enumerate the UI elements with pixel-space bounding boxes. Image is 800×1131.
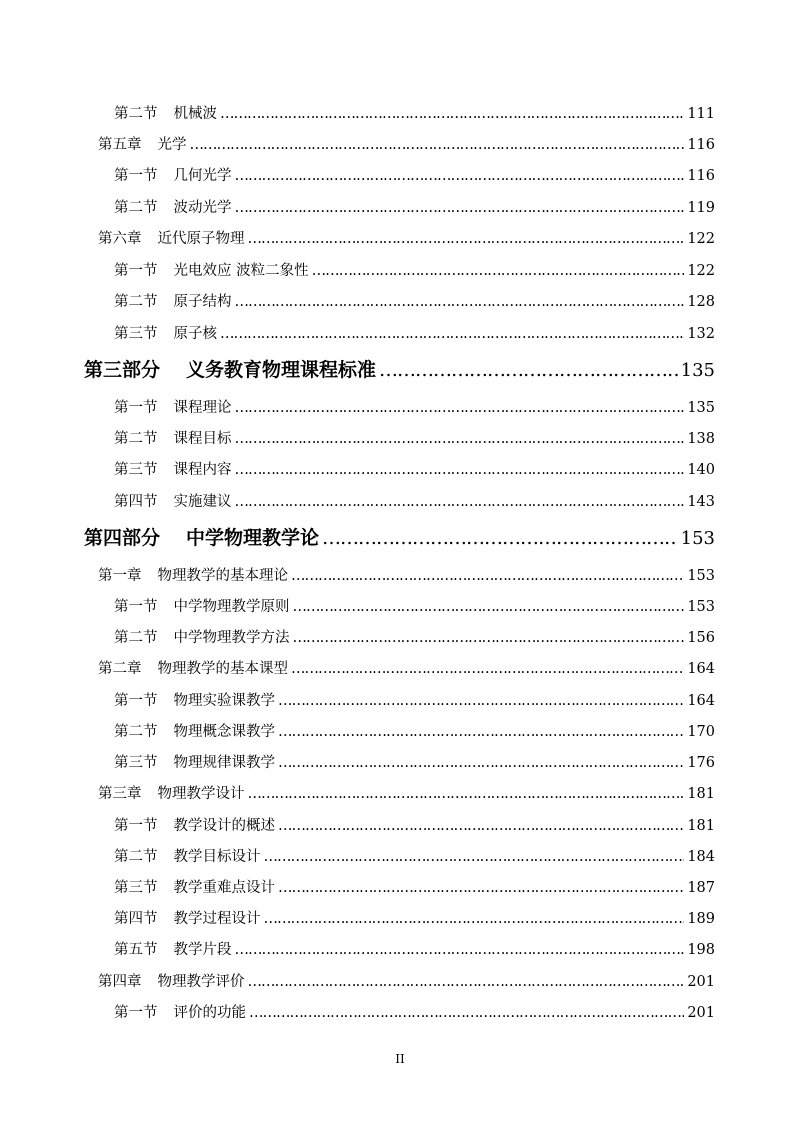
entry-page: 128 bbox=[687, 294, 715, 310]
entry-title: 中学物理教学论 bbox=[186, 527, 320, 549]
toc-entry[interactable] bbox=[114, 322, 715, 343]
toc-entry[interactable] bbox=[98, 564, 715, 585]
entry-title: 物理概念课教学 bbox=[173, 724, 275, 740]
entry-page: 143 bbox=[687, 494, 715, 510]
entry-page: 132 bbox=[687, 326, 715, 342]
toc-entry[interactable] bbox=[114, 290, 715, 311]
dot-leader bbox=[235, 942, 685, 958]
toc-entry[interactable] bbox=[114, 427, 715, 448]
entry-title: 中学物理教学方法 bbox=[173, 630, 290, 646]
entry-title: 物理教学设计 bbox=[157, 786, 245, 802]
page-number: II bbox=[395, 1052, 405, 1066]
entry-title: 光电效应 波粒二象性 bbox=[173, 263, 309, 279]
toc-entry[interactable] bbox=[114, 595, 715, 616]
entry-page: 164 bbox=[687, 661, 715, 677]
entry-page: 189 bbox=[687, 911, 715, 927]
entry-title: 教学目标设计 bbox=[173, 849, 261, 865]
entry-title: 物理教学的基本理论 bbox=[157, 568, 288, 584]
toc-entry[interactable] bbox=[98, 133, 715, 154]
entry-number: 第三节 bbox=[114, 880, 158, 896]
dot-leader bbox=[248, 231, 685, 247]
toc-entry[interactable] bbox=[98, 227, 715, 248]
entry-number: 第六章 bbox=[98, 231, 142, 247]
entry-number: 第二节 bbox=[114, 431, 158, 447]
toc-entry[interactable] bbox=[98, 657, 715, 678]
dot-leader bbox=[278, 818, 684, 834]
dot-leader bbox=[278, 724, 684, 740]
entry-page: 153 bbox=[687, 568, 715, 584]
entry-page: 119 bbox=[687, 200, 715, 216]
toc-entry[interactable] bbox=[114, 720, 715, 741]
entry-page: 153 bbox=[687, 599, 715, 615]
entry-page: 122 bbox=[687, 263, 715, 279]
entry-number: 第一节 bbox=[114, 599, 158, 615]
dot-leader bbox=[278, 880, 684, 896]
dot-leader bbox=[293, 630, 685, 646]
dot-leader bbox=[379, 359, 678, 381]
toc-entry[interactable] bbox=[114, 876, 715, 897]
entry-page: 198 bbox=[687, 942, 715, 958]
entry-page: 181 bbox=[687, 786, 715, 802]
entry-number: 第一节 bbox=[114, 818, 158, 834]
dot-leader bbox=[220, 326, 684, 342]
entry-title: 课程内容 bbox=[173, 462, 232, 478]
entry-title: 原子结构 bbox=[173, 294, 232, 310]
dot-leader bbox=[291, 661, 684, 677]
entry-number: 第一节 bbox=[114, 693, 158, 709]
entry-number: 第二节 bbox=[114, 630, 158, 646]
entry-title: 物理教学评价 bbox=[157, 974, 245, 990]
entry-number: 第一节 bbox=[114, 168, 158, 184]
toc-entry[interactable] bbox=[114, 938, 715, 959]
entry-number: 第二节 bbox=[114, 106, 158, 122]
dot-leader bbox=[235, 400, 685, 416]
dot-leader bbox=[291, 568, 684, 584]
dot-leader bbox=[190, 137, 685, 153]
dot-leader bbox=[235, 494, 685, 510]
entry-title: 课程目标 bbox=[173, 431, 232, 447]
entry-page: 201 bbox=[687, 974, 715, 990]
entry-number: 第一节 bbox=[114, 400, 158, 416]
entry-number: 第四部分 bbox=[84, 527, 161, 549]
entry-number: 第二节 bbox=[114, 849, 158, 865]
dot-leader bbox=[248, 786, 685, 802]
entry-page: 181 bbox=[687, 818, 715, 834]
entry-title: 近代原子物理 bbox=[157, 231, 245, 247]
entry-page: 153 bbox=[680, 528, 715, 549]
entry-title: 教学设计的概述 bbox=[173, 818, 275, 834]
toc-entry[interactable] bbox=[98, 782, 715, 803]
entry-page: 111 bbox=[687, 106, 715, 122]
entry-page: 122 bbox=[687, 231, 715, 247]
entry-number: 第二节 bbox=[114, 294, 158, 310]
toc-entry[interactable] bbox=[114, 626, 715, 647]
entry-number: 第五章 bbox=[98, 137, 142, 153]
entry-number: 第一章 bbox=[98, 568, 142, 584]
entry-number: 第二节 bbox=[114, 200, 158, 216]
entry-title: 中学物理教学原则 bbox=[173, 599, 290, 615]
entry-page: 187 bbox=[687, 880, 715, 896]
dot-leader bbox=[235, 168, 685, 184]
dot-leader bbox=[249, 1005, 684, 1021]
toc-entry[interactable] bbox=[98, 970, 715, 991]
dot-leader bbox=[293, 599, 685, 615]
entry-page: 135 bbox=[687, 400, 715, 416]
entry-number: 第一节 bbox=[114, 263, 158, 279]
entry-title: 课程理论 bbox=[173, 400, 232, 416]
entry-number: 第二节 bbox=[114, 724, 158, 740]
entry-page: 156 bbox=[687, 630, 715, 646]
toc-entry[interactable] bbox=[114, 751, 715, 772]
entry-title: 几何光学 bbox=[173, 168, 232, 184]
entry-title: 教学片段 bbox=[173, 942, 232, 958]
entry-page: 184 bbox=[687, 849, 715, 865]
entry-title: 评价的功能 bbox=[173, 1005, 246, 1021]
dot-leader bbox=[235, 200, 685, 216]
entry-title: 波动光学 bbox=[173, 200, 232, 216]
toc-part-heading[interactable] bbox=[84, 523, 715, 550]
entry-page: 176 bbox=[687, 755, 715, 771]
entry-number: 第一节 bbox=[114, 1005, 158, 1021]
dot-leader bbox=[220, 106, 684, 122]
toc-entry[interactable] bbox=[114, 164, 715, 185]
toc-entry[interactable] bbox=[114, 458, 715, 479]
entry-number: 第三节 bbox=[114, 326, 158, 342]
entry-number: 第四节 bbox=[114, 494, 158, 510]
dot-leader bbox=[264, 849, 685, 865]
entry-page: 164 bbox=[687, 693, 715, 709]
entry-page: 170 bbox=[687, 724, 715, 740]
entry-page: 116 bbox=[687, 137, 715, 153]
toc-entry[interactable] bbox=[114, 396, 715, 417]
dot-leader bbox=[235, 462, 685, 478]
entry-number: 第三节 bbox=[114, 755, 158, 771]
dot-leader bbox=[278, 755, 684, 771]
entry-number: 第五节 bbox=[114, 942, 158, 958]
entry-number: 第四章 bbox=[98, 974, 142, 990]
dot-leader bbox=[312, 263, 685, 279]
entry-title: 物理规律课教学 bbox=[173, 755, 275, 771]
dot-leader bbox=[264, 911, 685, 927]
entry-page: 135 bbox=[680, 360, 715, 381]
entry-number: 第三章 bbox=[98, 786, 142, 802]
entry-page: 116 bbox=[687, 168, 715, 184]
entry-title: 机械波 bbox=[173, 106, 217, 122]
toc-entry[interactable] bbox=[114, 689, 715, 710]
toc-entry[interactable] bbox=[114, 907, 715, 928]
dot-leader bbox=[235, 431, 685, 447]
toc-entry[interactable] bbox=[114, 196, 715, 217]
entry-title: 教学重难点设计 bbox=[173, 880, 275, 896]
toc-entry[interactable] bbox=[114, 259, 715, 280]
entry-title: 教学过程设计 bbox=[173, 911, 261, 927]
dot-leader bbox=[235, 294, 685, 310]
toc-entry[interactable] bbox=[114, 490, 715, 511]
entry-number: 第三节 bbox=[114, 462, 158, 478]
entry-number: 第四节 bbox=[114, 911, 158, 927]
entry-title: 实施建议 bbox=[173, 494, 232, 510]
entry-page: 201 bbox=[687, 1005, 715, 1021]
toc-entry[interactable] bbox=[114, 1001, 715, 1022]
entry-number: 第二章 bbox=[98, 661, 142, 677]
entry-title: 义务教育物理课程标准 bbox=[186, 359, 377, 381]
entry-title: 物理教学的基本课型 bbox=[157, 661, 288, 677]
entry-page: 138 bbox=[687, 431, 715, 447]
dot-leader bbox=[248, 974, 685, 990]
dot-leader bbox=[322, 527, 678, 549]
entry-title: 光学 bbox=[157, 137, 187, 153]
toc-entry[interactable] bbox=[114, 845, 715, 866]
entry-title: 物理实验课教学 bbox=[173, 693, 275, 709]
toc-entry[interactable] bbox=[114, 102, 715, 123]
toc-part-heading[interactable] bbox=[84, 355, 715, 382]
entry-number: 第三部分 bbox=[84, 359, 161, 381]
toc-entry[interactable] bbox=[114, 814, 715, 835]
dot-leader bbox=[278, 693, 684, 709]
entry-title: 原子核 bbox=[173, 326, 217, 342]
entry-page: 140 bbox=[687, 462, 715, 478]
